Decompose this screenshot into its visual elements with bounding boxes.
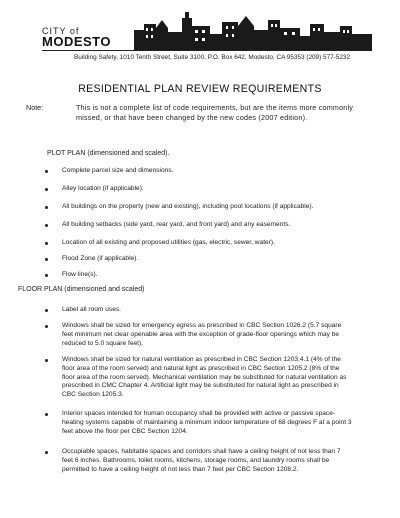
- bullet-icon: [45, 206, 48, 209]
- bullet-icon: [45, 274, 48, 277]
- logo-name-text: MODESTO: [42, 34, 111, 49]
- bullet-icon: [45, 451, 48, 454]
- note-label: Note:: [26, 103, 44, 112]
- list-item-text: Complete parcel size and dimensions.: [62, 167, 174, 174]
- letterhead: [42, 10, 372, 62]
- list-item-text: Flood Zone (if applicable).: [62, 255, 139, 262]
- list-item: [62, 448, 352, 474]
- city-logo: [42, 26, 134, 48]
- list-item: [62, 185, 352, 194]
- list-item-text: Alley location (if applicable).: [62, 185, 144, 192]
- list-item: [62, 322, 352, 348]
- plot-plan-heading: PLOT PLAN (dimensioned and scaled).: [47, 150, 170, 157]
- bullet-icon: [45, 170, 48, 173]
- bullet-icon: [45, 309, 48, 312]
- list-item-text: Location of all existing and proposed utilities (gas, electric, sewer, water).: [62, 239, 275, 246]
- bullet-icon: [45, 258, 48, 261]
- list-item-text: All building setbacks (side yard, rear yard, and front yard) and any easements.: [62, 221, 291, 228]
- list-item: [62, 203, 352, 212]
- list-item-text: Label all room uses.: [62, 306, 122, 313]
- office-address: Building Safety, 1010 Tenth Street, Suite 3100, P.O. Box 642, Modesto, CA 95353 (209) 577-5232: [73, 54, 351, 61]
- bullet-icon: [45, 359, 48, 362]
- list-item: [62, 410, 352, 436]
- list-item-text: Windows shall be sized for natural ventilation as prescribed in CBC Section 1203.4.1 (4% of the floor area of the room served) and natural light as prescribed in CBC Section 1205.2 (8% of the floor area of the room served). Mechanical ventilation may be substituted for natural ventilation as prescribed in CMC Chapter 4. Artificial light may be substituted for natural light as prescribed in CBC Section 1205.3.: [62, 356, 347, 399]
- list-item: [62, 167, 352, 176]
- list-item-text: Flow line(s).: [62, 271, 98, 278]
- list-item-text: Interior spaces intended for human occupancy shall be provided with active or passive space-heating systems capable of maintaining a minimum indoor temperature of 68 degrees F at a point 3 feet above the floor per CBC Section 1204.: [62, 410, 352, 435]
- list-item: [62, 255, 352, 264]
- bullet-icon: [45, 413, 48, 416]
- bullet-icon: [45, 325, 48, 328]
- floor-plan-heading: FLOOR PLAN (dimensioned and scaled): [18, 286, 145, 293]
- list-item: [62, 239, 352, 248]
- list-item: [62, 306, 352, 315]
- bullet-icon: [45, 188, 48, 191]
- city-skyline-icon: [134, 10, 372, 50]
- bullet-icon: [45, 224, 48, 227]
- document-title: RESIDENTIAL PLAN REVIEW REQUIREMENTS: [78, 83, 322, 95]
- list-item: [62, 356, 352, 400]
- list-item-text: Windows shall be sized for emergency egress as prescribed in CBC Section 1026.2 (5.7 square feet minimum net clear openable area with the exception of grade-floor openings which may be reduced to 5.0 square feet).: [62, 322, 342, 347]
- note-text: This is not a complete list of code requirements, but are the items more commonly missed, or that have been changed by the new codes (2007 edition).: [76, 103, 354, 122]
- list-item: [62, 271, 352, 280]
- list-item: [62, 221, 352, 230]
- list-item-text: Occupiable spaces, habitable spaces and corridors shall have a ceiling height of not less than 7 feet 6 inches. Bathrooms, toilet rooms, kitchens, storage rooms, and laundry rooms shall be permitted to have a ceiling height of not less than 7 feet per CBC Section 1208.2.: [62, 448, 341, 473]
- logo-city-text: CITY of: [42, 26, 80, 36]
- header-divider: [42, 50, 372, 51]
- bullet-icon: [45, 242, 48, 245]
- list-item-text: All buildings on the property (new and existing), including pool locations (if applicable).: [62, 203, 314, 210]
